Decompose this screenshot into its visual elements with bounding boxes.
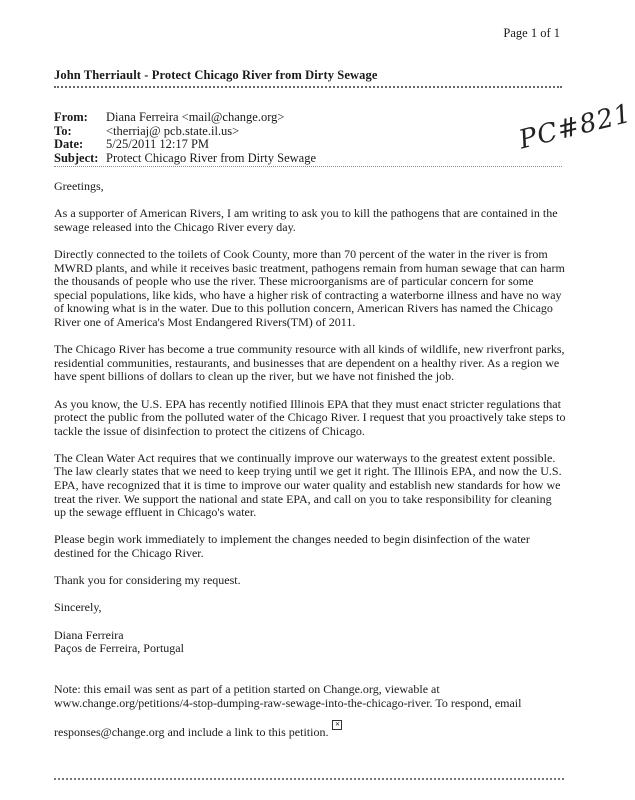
from-value: Diana Ferreira <mail@change.org>: [106, 110, 285, 124]
note-line-1: Note: this email was sent as part of a petition started on Change.org, viewable at: [54, 682, 440, 696]
header-divider: [54, 166, 562, 167]
petition-note: [54, 683, 570, 740]
to-row: [54, 125, 316, 139]
paragraph-1: As a supporter of American Rivers, I am writing to ask you to kill the pathogens that are contained in the sewage released into the Chicago River every day.: [54, 206, 558, 234]
paragraph-3: The Chicago River has become a true community resource with all kinds of wildlife, new riverfront parks, residential communities, restaurants, and businesses that are dependent on a healthy river. As a region we have spent billions of dollars to clean up the river, but we have not finished the job.: [54, 342, 565, 384]
document-title: John Therriault - Protect Chicago River from Dirty Sewage: [54, 68, 378, 82]
date-value: 5/25/2011 12:17 PM: [106, 137, 210, 151]
paragraph-7: Thank you for considering my request.: [54, 573, 241, 588]
handwritten-stamp: PC#821: [516, 98, 635, 156]
subject-label: Subject:: [54, 150, 99, 165]
paragraph-4: As you know, the U.S. EPA has recently notified Illinois EPA that they must enact stricter regulations that protect the public from the polluted water of the Chicago River. I request that you proactively take steps to tackle the issue of disinfection to protect the citizens of Chicago.: [54, 396, 566, 438]
paragraph-5: The Clean Water Act requires that we continually improve our waterways to the greatest extent possible. The law clearly states that we need to keep trying until we get it right. The Illinois EPA, and now the U.S. EPA, have recognized that it is time to improve our water quality and establish new standards for how we treat the river. We support the national and state EPA, and call on you to take responsibility for cleaning up the sewage effluent in Chicago's water.: [54, 450, 562, 520]
closing: Sincerely,: [54, 600, 102, 615]
page-number: Page 1 of 1: [503, 26, 560, 40]
note-line-3-wrap: [54, 720, 570, 740]
email-headers: [54, 111, 316, 165]
from-label: From:: [54, 110, 88, 124]
subject-value: Protect Chicago River from Dirty Sewage: [106, 150, 317, 165]
title-divider: [54, 86, 562, 88]
broken-image-icon: ✕: [332, 720, 342, 730]
signature-name: Diana Ferreira: [54, 627, 124, 642]
note-line-2: www.change.org/petitions/4-stop-dumping-raw-sewage-into-the-chicago-river. To respond, email: [54, 695, 522, 710]
email-body: [54, 180, 566, 656]
signature-location: Paços de Ferreira, Portugal: [54, 641, 184, 656]
subject-row: [54, 152, 316, 166]
paragraph-6: Please begin work immediately to implement the changes needed to begin disinfection of the water destined for the Chicago River.: [54, 532, 530, 561]
greeting: Greetings,: [54, 179, 104, 193]
paragraph-2: Directly connected to the toilets of Cook County, more than 70 percent of the water in the river is from MWRD plants, and while it receives basic treatment, pathogens remain from human sewage that can harm the thousands of people who use the river. These microorganisms are of particular concern for some special populations, like kids, who have a higher risk of contracting a waterborne illness and have no way of knowing what is in the water. Due to this pollution concern, American Rivers has named the Chicago River one of America's Most Endangered Rivers(TM) of 2011.: [54, 246, 565, 329]
to-value: <therriaj@ pcb.state.il.us>: [106, 123, 240, 138]
footer-divider: [54, 778, 564, 780]
date-label: Date:: [54, 137, 84, 151]
from-row: [54, 111, 316, 125]
note-line-3: responses@change.org and include a link to this petition.: [54, 725, 329, 740]
date-row: [54, 138, 316, 152]
to-label: To:: [54, 123, 72, 138]
